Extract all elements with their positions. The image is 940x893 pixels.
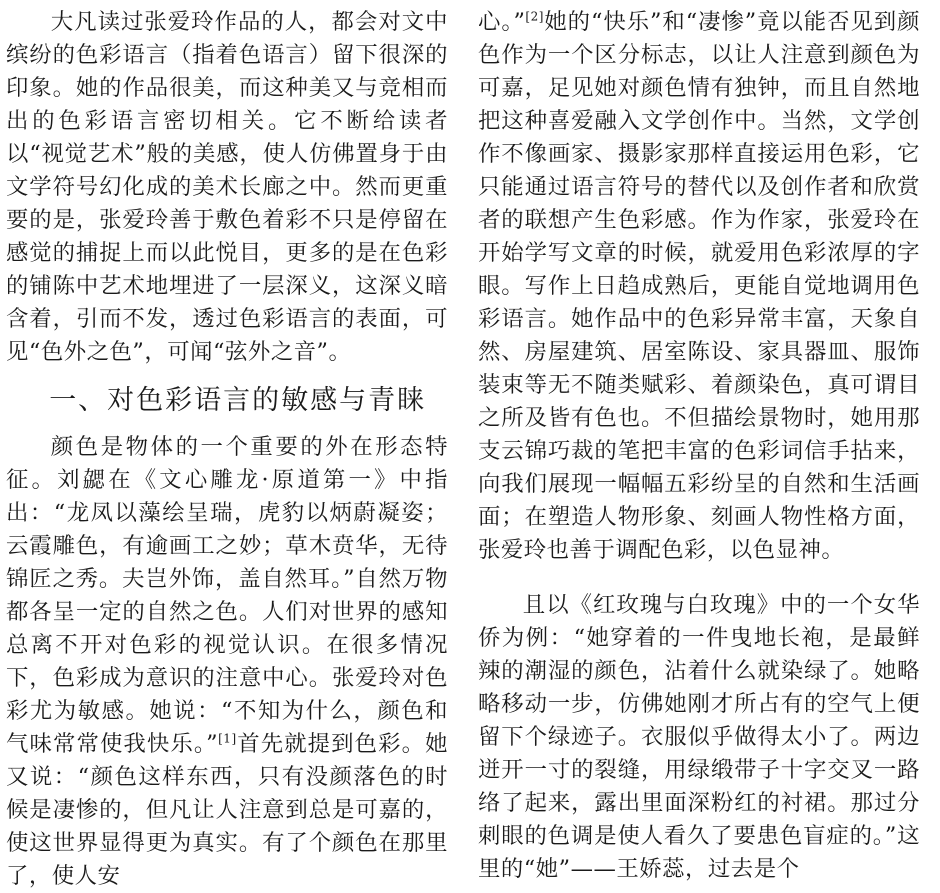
right-column: [478, 6, 920, 886]
body-paragraph-continued: [478, 6, 920, 567]
paragraph-text: 心。”: [478, 9, 526, 35]
paragraph-text: 首先就提到色彩。她又说：“颜色这样东西，只有没颜落色的时候是凄惨的，但凡让人注意到总是可嘉的，使这世界显得更为真实。有了个颜色在那里了，使人安: [6, 731, 448, 889]
footnote-marker-1: [1]: [218, 731, 237, 746]
footnote-marker-2: [2]: [525, 9, 544, 24]
body-paragraph-example: 且以《红玫瑰与白玫瑰》中的一个女华侨为例：“她穿着的一件曳地长袍，是最鲜辣的潮湿的颜色，沾着什么就染绿了。她略略移动一步，仿佛她刚才所占有的空气上便留下个绿迹子。衣服似乎做得太小了。两边迸开一寸的裂缝，用绿缎带子十字交叉一路络了起来，露出里面深粉红的衬裙。那过分刺眼的色调是使人看久了要患色盲症的。”这里的“她”——王娇蕊，过去是个: [478, 592, 920, 882]
section-heading: 一、对色彩语言的敏感与青睐: [49, 385, 427, 416]
paragraph-gap: [478, 567, 920, 589]
left-column: [6, 6, 448, 893]
paragraph-text: 颜色是物体的一个重要的外在形态特征。刘勰在《文心雕龙·原道第一》中指出：“龙凤以藻绘呈瑞，虎豹以炳蔚凝姿；云霞雕色，有逾画工之妙；草木贲华，无待锦匠之秀。夫岂外饰，盖自然耳。”自然万物都各呈一定的自然之色。人们对世界的感知总离不开对色彩的视觉认识。在很多情况下，色彩成为意识的注意中心。张爱玲对色彩尤为敏感。她说：“不知为什么，颜色和气味常常使我快乐。”: [6, 434, 448, 757]
paragraph-text: 她的“快乐”和“凄惨”竟以能否见到颜色作为一个区分标志，以让人注意到颜色为可嘉，足见她对颜色情有独钟，而且自然地把这种喜爱融入文学创作中。当然，文学创作不像画家、摄影家那样直接运用色彩，它只能通过语言符号的替代以及创作者和欣赏者的联想产生色彩感。作为作家，张爱玲在开始学写文章的时候，就爱用色彩浓厚的字眼。写作上日趋成熟后，更能自觉地调用色彩语言。她作品中的色彩异常丰富，天象自然、房屋建筑、居室陈设、家具器皿、服饰装束等无不随类赋彩、着颜染色，真可谓目之所及皆有色也。不但描绘景物时，她用那支云锦巧裁的笔把丰富的色彩词信手拈来，向我们展现一幅幅五彩纷呈的自然和生活画面；在塑造人物形象、刻画人物性格方面，张爱玲也善于调配色彩，以色显神。: [478, 9, 920, 563]
body-paragraph-color-feature: [6, 431, 448, 893]
intro-paragraph: 大凡读过张爱玲作品的人，都会对文中缤纷的色彩语言（指着色语言）留下很深的印象。她的作品很美，而这种美又与竞相而出的色彩语言密切相关。它不断给读者以“视觉艺术”般的美感，使人仿佛置身于由文学符号幻化成的美术长廊之中。然而更重要的是，张爱玲善于敷色着彩不只是停留在感觉的捕捉上而以此悦目，更多的是在色彩的铺陈中艺术地埋进了一层深义，这深义暗含着，引而不发，透过色彩语言的表面，可见“色外之色”，可闻“弦外之音”。: [6, 9, 448, 365]
